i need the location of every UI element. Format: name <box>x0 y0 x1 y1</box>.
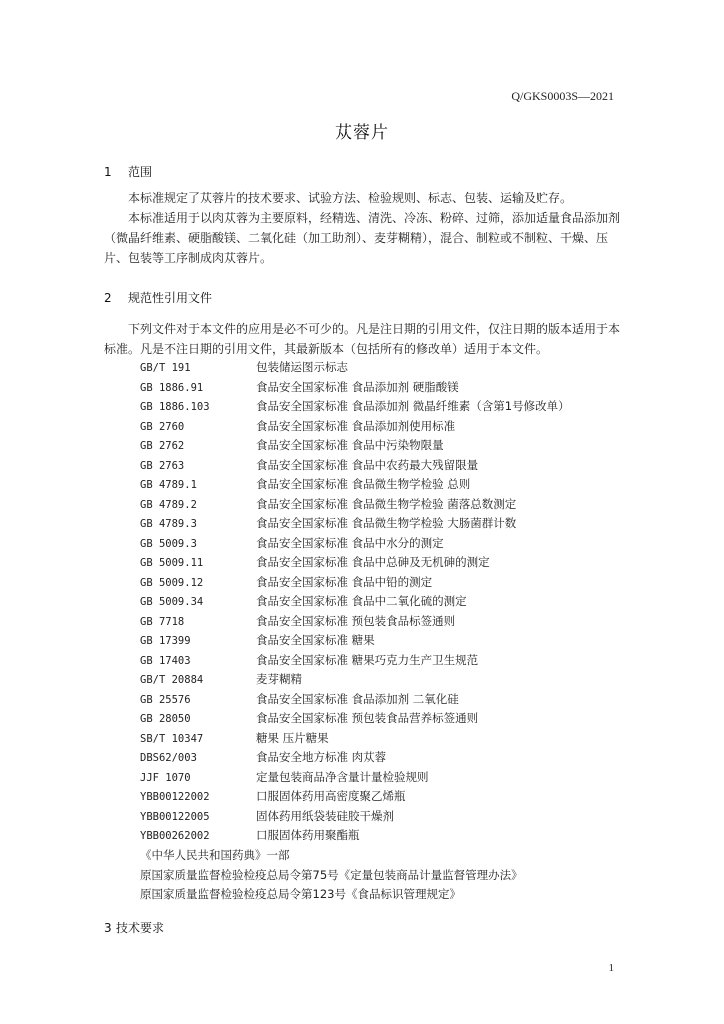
reference-item <box>140 573 640 593</box>
section-title: 规范性引用文件 <box>128 291 213 305</box>
reference-name: 食品安全国家标准 食品中总砷及无机砷的测定 <box>256 555 490 569</box>
reference-name: 食品安全国家标准 食品中农药最大残留限量 <box>256 457 479 472</box>
reference-item <box>140 378 640 398</box>
reference-code: GB 1886.91 <box>140 381 204 394</box>
reference-item <box>140 612 640 632</box>
reference-item <box>140 690 640 710</box>
reference-item <box>140 651 640 671</box>
reference-item <box>140 456 640 476</box>
reference-item <box>140 709 640 729</box>
reference-code: GB 4789.3 <box>140 518 197 530</box>
reference-item <box>140 592 640 612</box>
reference-name: 口服固体药用高密度聚乙烯瓶 <box>256 789 406 803</box>
section-heading-technical <box>104 919 164 936</box>
reference-item <box>140 670 640 690</box>
reference-code: GB 5009.3 <box>140 537 197 550</box>
reference-item <box>140 397 640 417</box>
reference-name: 食品安全国家标准 食品中污染物限量 <box>256 438 444 452</box>
reference-item <box>140 807 640 827</box>
reference-code: GB/T 20884 <box>140 674 204 686</box>
scope-paragraph-2: 本标准适用于以肉苁蓉为主要原料，经精选、清洗、冷冻、粉碎、过筛，添加适量食品添加剂（微晶纤维素、硬脂酸镁、二氧化硅（加工助剂）、麦芽糊精），混合、制粒或不制粒、干燥、压片、包装等工序制成肉苁蓉片。 <box>104 211 621 265</box>
reference-code: DBS62/003 <box>140 752 197 764</box>
reference-list <box>140 358 640 846</box>
reference-name: 食品安全国家标准 糖果巧克力生产卫生规范 <box>256 652 479 667</box>
section-heading-normative <box>104 289 212 306</box>
reference-item <box>140 553 640 573</box>
reference-code: JJF 1070 <box>140 771 191 784</box>
reference-name: 食品安全地方标准 肉苁蓉 <box>256 750 387 764</box>
reference-name: 食品安全国家标准 预包装食品营养标签通则 <box>256 711 479 725</box>
reference-name: 食品安全国家标准 糖果 <box>256 633 375 647</box>
reference-code: GB 2760 <box>140 420 185 433</box>
reference-item <box>140 787 640 807</box>
reference-item <box>140 436 640 456</box>
reference-item <box>140 768 640 788</box>
reference-code: GB 17399 <box>140 635 191 647</box>
reference-name: 食品安全国家标准 食品添加剂 硬脂酸镁 <box>256 379 459 394</box>
scope-text <box>104 188 620 268</box>
reference-code: GB 28050 <box>140 713 191 725</box>
normative-intro-paragraph: 下列文件对于本文件的应用是必不可少的。凡是注日期的引用文件，仅注日期的版本适用于本标准。凡是不注日期的引用文件，其最新版本（包括所有的修改单）适用于本文件。 <box>104 322 621 356</box>
section-title: 范围 <box>128 165 153 179</box>
reference-name: 食品安全国家标准 食品微生物学检验 总则 <box>256 477 471 491</box>
reference-code: YBB00122002 <box>140 791 210 803</box>
reference-code: GB 1886.103 <box>140 401 210 413</box>
reference-name: 食品安全国家标准 食品微生物学检验 菌落总数测定 <box>256 496 517 511</box>
reference-name: 食品安全国家标准 食品添加剂 微晶纤维素（含第1号修改单） <box>256 399 570 413</box>
document-title: 苁蓉片 <box>335 123 389 143</box>
reference-code: GB 5009.11 <box>140 557 204 569</box>
page-number: 1 <box>608 962 614 974</box>
reference-code: GB/T 191 <box>140 362 191 374</box>
reference-name: 糖果 压片糖果 <box>256 730 329 745</box>
reference-item <box>140 826 640 846</box>
reference-name: 食品安全国家标准 食品中铅的测定 <box>256 574 433 589</box>
reference-code: GB 5009.12 <box>140 576 204 589</box>
reference-item <box>140 358 640 378</box>
reference-item <box>140 495 640 515</box>
reference-name: 食品安全国家标准 食品添加剂使用标准 <box>256 418 456 433</box>
reference-code: YBB00122005 <box>140 810 210 823</box>
section-heading-scope <box>104 163 152 180</box>
reference-code: GB 2762 <box>140 440 185 452</box>
reference-item <box>140 514 640 534</box>
reference-name: 麦芽糊精 <box>256 672 302 686</box>
reference-code: GB 4789.1 <box>140 479 197 491</box>
reference-item <box>140 475 640 495</box>
additional-references <box>140 846 523 905</box>
reference-extra-item: 原国家质量监督检验检疫总局令第123号《食品标识管理规定》 <box>140 887 461 901</box>
document-code: Q/GKS0003S—2021 <box>511 89 614 103</box>
section-number: 3 <box>104 921 112 935</box>
reference-code: SB/T 10347 <box>140 732 204 745</box>
reference-code: GB 5009.34 <box>140 596 204 608</box>
reference-name: 定量包装商品净含量计量检验规则 <box>256 769 429 784</box>
reference-extra-item: 原国家质量监督检验检疫总局令第75号《定量包装商品计量监督管理办法》 <box>140 867 523 882</box>
reference-code: GB 17403 <box>140 654 191 667</box>
reference-code: GB 4789.2 <box>140 498 197 511</box>
reference-extra-item: 《中华人民共和国药典》一部 <box>140 848 290 862</box>
reference-item <box>140 417 640 437</box>
reference-name: 口服固体药用聚酯瓶 <box>256 828 360 842</box>
reference-name: 食品安全国家标准 食品微生物学检验 大肠菌群计数 <box>256 516 517 530</box>
normative-intro <box>104 319 620 359</box>
reference-name: 食品安全国家标准 食品添加剂 二氧化硅 <box>256 691 459 706</box>
reference-code: GB 25576 <box>140 693 191 706</box>
reference-name: 固体药用纸袋装硅胶干燥剂 <box>256 808 394 823</box>
section-number: 2 <box>104 291 112 305</box>
section-number: 1 <box>104 165 112 179</box>
reference-code: GB 2763 <box>140 459 185 472</box>
reference-item <box>140 534 640 554</box>
reference-item <box>140 748 640 768</box>
reference-item <box>140 631 640 651</box>
reference-name: 食品安全国家标准 食品中水分的测定 <box>256 535 444 550</box>
reference-code: GB 7718 <box>140 615 185 628</box>
scope-paragraph-1: 本标准规定了苁蓉片的技术要求、试验方法、检验规则、标志、包装、运输及贮存。 <box>128 191 573 205</box>
reference-name: 食品安全国家标准 预包装食品标签通则 <box>256 613 456 628</box>
reference-code: YBB00262002 <box>140 830 210 842</box>
reference-name: 食品安全国家标准 食品中二氧化硫的测定 <box>256 594 467 608</box>
reference-item <box>140 729 640 749</box>
reference-name: 包装储运图示标志 <box>256 360 348 374</box>
section-title: 技术要求 <box>116 921 165 935</box>
